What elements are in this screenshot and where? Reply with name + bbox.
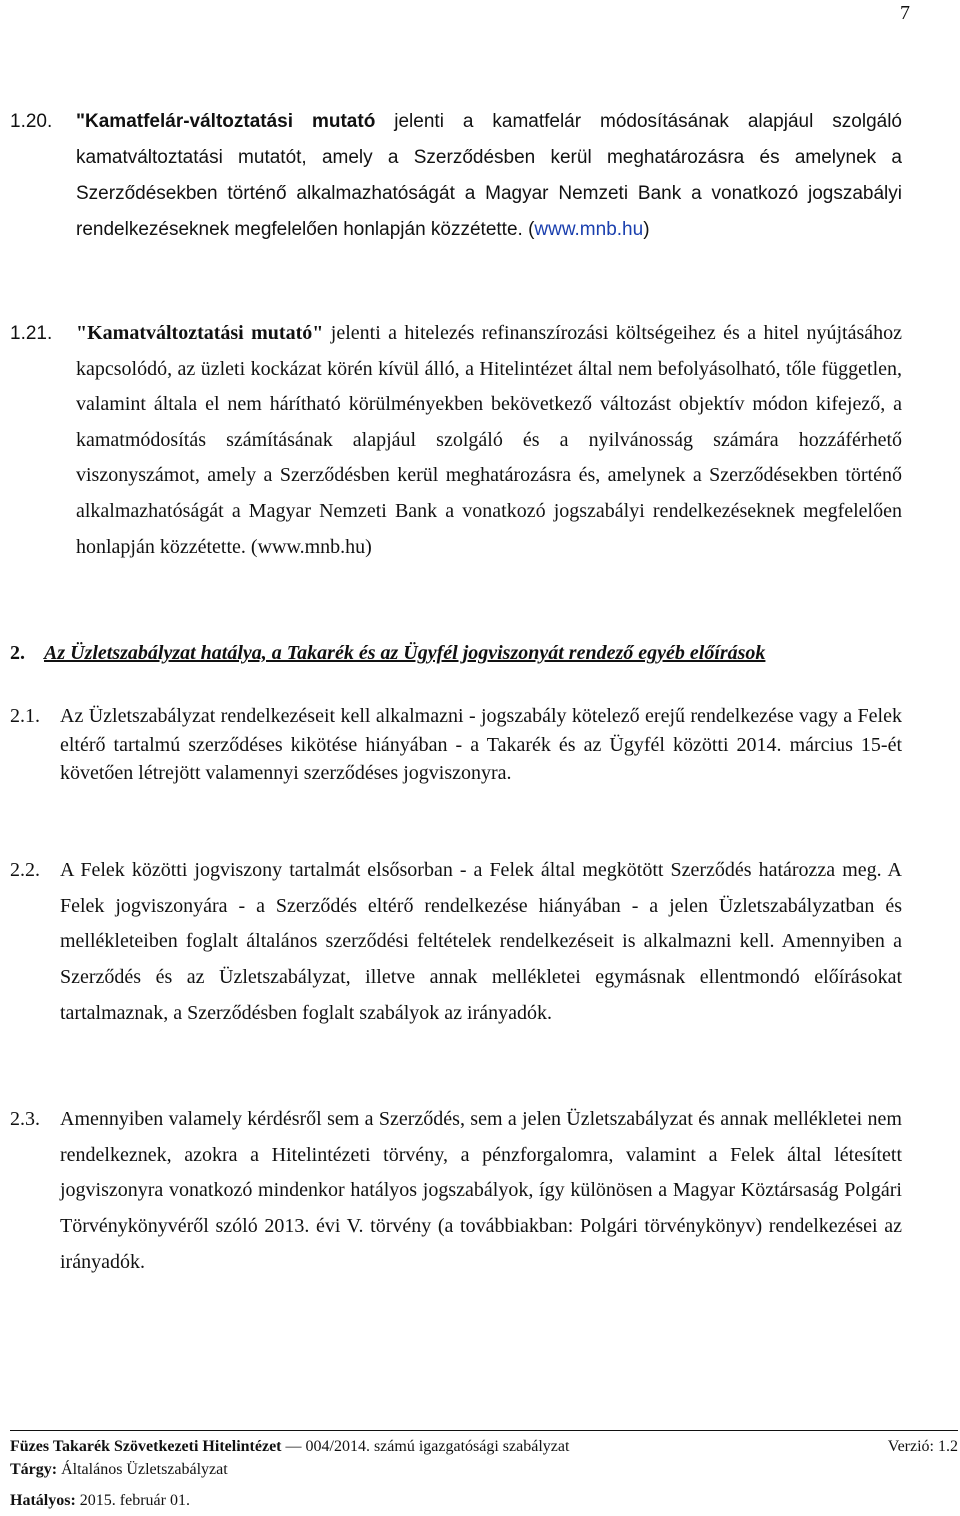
section-1-20	[10, 104, 902, 248]
section-1-21	[10, 316, 902, 565]
section-text: A Felek közötti jogviszony tartalmát elsősorban - a Felek által megkötött Szerződés határozza meg. A Felek jogviszonyára - a Szerződés eltérő rendelkezése hiányában - a jelen Üzletszabályzatban és mellékleteiben foglalt általános szerződési feltételek rendelkezéseit is alkalmazni kell. Amennyiben a Szerződés és az Üzletszabályzat, illetve annak mellékletei egymásnak ellentmondó előírásokat tartalmaznak, a Szerződésben foglalt szabályok az irányadók.	[60, 859, 902, 1024]
footer-regulation: — 004/2014. számú igazgatósági szabályzat	[285, 1438, 570, 1455]
footer-line-1	[10, 1438, 958, 1456]
section-2-2	[10, 853, 902, 1032]
definition-text: jelenti a kamatfelár módosításának alapjául szolgáló kamatváltoztatási mutatót, amely a Szerződésben kerül meghatározásra és amelynek a Szerződésekben történő alkalmazhatóságát a Magyar Nemzeti Bank a vonatkozó jogszabályi rendelkezéseknek megfelelően honlapján közzétette.	[76, 111, 902, 240]
section-number: 2.1.	[10, 705, 40, 727]
link-open: (	[528, 219, 535, 240]
section-number: 1.20.	[10, 111, 53, 132]
section-text	[76, 316, 902, 565]
footer-effective-label: Hatályos:	[10, 1492, 76, 1509]
footer-version: Verzió: 1.2	[887, 1438, 958, 1455]
section-title: Az Üzletszabályzat hatálya, a Takarék és az Ügyfél jogviszonyát rendező egyéb előírások	[44, 642, 766, 664]
footer-effective: 2015. február 01.	[79, 1492, 190, 1509]
footer-line-3	[10, 1492, 958, 1510]
definition-text: jelenti a hitelezés refinanszírozási költségeihez és a hitel nyújtásához kapcsolódó, az üzleti kockázat körén kívül álló, a Hitelintézet által nem befolyásolható, tőle független, valamint általa el nem hárítható körülményekben bekövetkező változást objektív módon kifejező, a kamatmódosítás számításának alapjául szolgáló és a nyilvánosság számára hozzáférhető viszonyszámot, amely a Szerződésben kerül meghatározásra és, amelynek a Szerződésekben történő alkalmazhatóságát a Magyar Nemzeti Bank a vonatkozó jogszabályi rendelkezéseknek megfelelően honlapján közzétette. (www.mnb.hu)	[76, 322, 902, 558]
section-number: 1.21.	[10, 323, 53, 344]
mnb-link[interactable]: www.mnb.hu	[534, 219, 644, 240]
footer-institution: Füzes Takarék Szövetkezeti Hitelintézet	[10, 1438, 282, 1455]
link-close: )	[643, 219, 650, 240]
footer-line-2	[10, 1461, 958, 1479]
footer-subject-label: Tárgy:	[10, 1461, 58, 1478]
defined-term: "Kamatváltoztatási mutató"	[76, 322, 324, 344]
section-2-heading	[10, 642, 910, 665]
section-text: Az Üzletszabályzat rendelkezéseit kell alkalmazni - jogszabály kötelező erejű rendelkezése vagy a Felek eltérő tartalmú szerződéses kikötése hiányában - a Takarék és az Ügyfél közötti 2014. március 15-ét követően létrejött valamennyi szerződéses jogviszonyra.	[60, 705, 902, 784]
section-number: 2.3.	[10, 1108, 40, 1130]
section-2-3	[10, 1102, 902, 1281]
section-text	[76, 104, 902, 248]
defined-term: "Kamatfelár-változtatási mutató	[76, 111, 376, 132]
page-number: 7	[900, 2, 910, 24]
section-number: 2.	[10, 642, 25, 664]
section-text: Amennyiben valamely kérdésről sem a Szerződés, sem a jelen Üzletszabályzat és annak mellékletei nem rendelkeznek, azokra a Hitelintézeti törvény, a pénzforgalomra, valamint a Felek által létesített jogviszonyra vonatkozó mindenkor hatályos jogszabályok, így különösen a Magyar Köztársaság Polgári Törvénykönyvéről szóló 2013. évi V. törvény (a továbbiakban: Polgári törvénykönyv) rendelkezései az irányadók.	[60, 1108, 902, 1273]
section-2-1	[10, 702, 902, 788]
footer-subject: Általános Üzletszabályzat	[61, 1461, 228, 1478]
section-number: 2.2.	[10, 859, 40, 881]
footer-divider	[10, 1430, 958, 1431]
